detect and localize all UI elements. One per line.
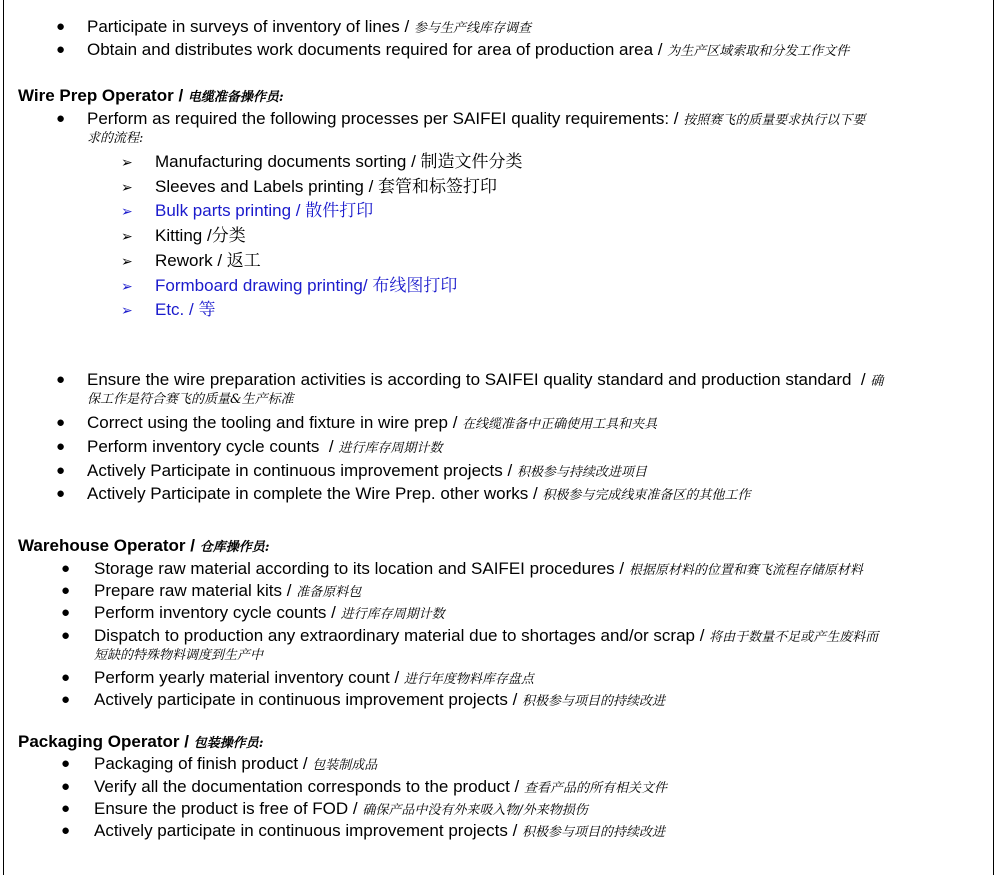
bullet-icon: ● — [56, 462, 66, 479]
bullet-icon: ● — [56, 41, 66, 58]
list-item: Verify all the documentation corresponds to the product / 查看产品的所有相关文件 — [94, 777, 667, 796]
bullet-icon: ● — [61, 582, 71, 599]
bullet-icon: ● — [61, 778, 71, 795]
arrow-bullet-icon: ➢ — [121, 278, 133, 294]
list-item: Ensure the wire preparation activities is according to SAIFEI quality standard and production standard / 确 — [87, 370, 884, 389]
bullet-icon: ● — [61, 822, 71, 839]
process-item: Formboard drawing printing/ 布线图打印 — [155, 276, 458, 295]
arrow-bullet-icon: ➢ — [121, 302, 133, 318]
section-heading-packaging: Packaging Operator / 包装操作员: — [18, 732, 264, 751]
list-item: Perform inventory cycle counts / 进行库存周期计数 — [94, 603, 445, 622]
process-item: Kitting /分类 — [155, 226, 246, 245]
arrow-bullet-icon: ➢ — [121, 253, 133, 269]
bullet-icon: ● — [56, 485, 66, 502]
process-item: Bulk parts printing / 散件打印 — [155, 201, 374, 220]
list-item-continuation: 保工作是符合赛飞的质量&生产标准 — [87, 392, 294, 407]
bullet-icon: ● — [61, 669, 71, 686]
process-item: Rework / 返工 — [155, 251, 261, 270]
arrow-bullet-icon: ➢ — [121, 228, 133, 244]
arrow-bullet-icon: ➢ — [121, 179, 133, 195]
list-item: Actively Participate in continuous improvement projects / 积极参与持续改进项目 — [87, 461, 647, 480]
list-item: Obtain and distributes work documents required for area of production area / 为生产区域索取和分发工作文件 — [87, 40, 850, 59]
list-item: Participate in surveys of inventory of lines / 参与生产线库存调查 — [87, 17, 531, 36]
list-item: Ensure the product is free of FOD / 确保产品中没有外来吸入物/外来物损伤 — [94, 799, 588, 818]
list-item: Perform yearly material inventory count / 进行年度物料库存盘点 — [94, 668, 534, 687]
bullet-icon: ● — [61, 691, 71, 708]
bullet-icon: ● — [61, 755, 71, 772]
bullet-icon: ● — [61, 800, 71, 817]
arrow-bullet-icon: ➢ — [121, 203, 133, 219]
bullet-icon: ● — [56, 110, 66, 127]
list-item: Perform inventory cycle counts / 进行库存周期计数 — [87, 437, 443, 456]
list-item: Storage raw material according to its location and SAIFEI procedures / 根据原材料的位置和赛飞流程存储原材料 — [94, 559, 863, 578]
bullet-icon: ● — [56, 414, 66, 431]
process-item: Etc. / 等 — [155, 300, 216, 319]
list-item: Actively participate in continuous improvement projects / 积极参与项目的持续改进 — [94, 821, 666, 840]
list-item: Packaging of finish product / 包装制成品 — [94, 754, 378, 773]
arrow-bullet-icon: ➢ — [121, 154, 133, 170]
section-heading-wire-prep: Wire Prep Operator / 电缆准备操作员: — [18, 86, 284, 105]
bullet-icon: ● — [56, 438, 66, 455]
process-item: Sleeves and Labels printing / 套管和标签打印 — [155, 177, 498, 196]
list-item: Correct using the tooling and fixture in wire prep / 在线缆准备中正确使用工具和夹具 — [87, 413, 658, 432]
list-item-continuation: 短缺的特殊物料调度到生产中 — [94, 648, 264, 663]
process-item: Manufacturing documents sorting / 制造文件分类 — [155, 152, 523, 171]
document-page — [3, 0, 994, 875]
bullet-icon: ● — [56, 18, 66, 35]
list-item: Actively participate in continuous improvement projects / 积极参与项目的持续改进 — [94, 690, 666, 709]
bullet-icon: ● — [61, 627, 71, 644]
list-item: Actively Participate in complete the Wire Prep. other works / 积极参与完成线束准备区的其他工作 — [87, 484, 751, 503]
list-item: Dispatch to production any extraordinary material due to shortages and/or scrap / 将由于数量不足或产生废料而 — [94, 626, 879, 645]
section-heading-warehouse: Warehouse Operator / 仓库操作员: — [18, 536, 270, 555]
list-item: Prepare raw material kits / 准备原料包 — [94, 581, 362, 600]
list-item-continuation: 求的流程: — [87, 131, 144, 146]
list-item: Perform as required the following processes per SAIFEI quality requirements: / 按照赛飞的质量要求执行以下要 — [87, 109, 866, 128]
bullet-icon: ● — [61, 560, 71, 577]
bullet-icon: ● — [56, 371, 66, 388]
bullet-icon: ● — [61, 604, 71, 621]
